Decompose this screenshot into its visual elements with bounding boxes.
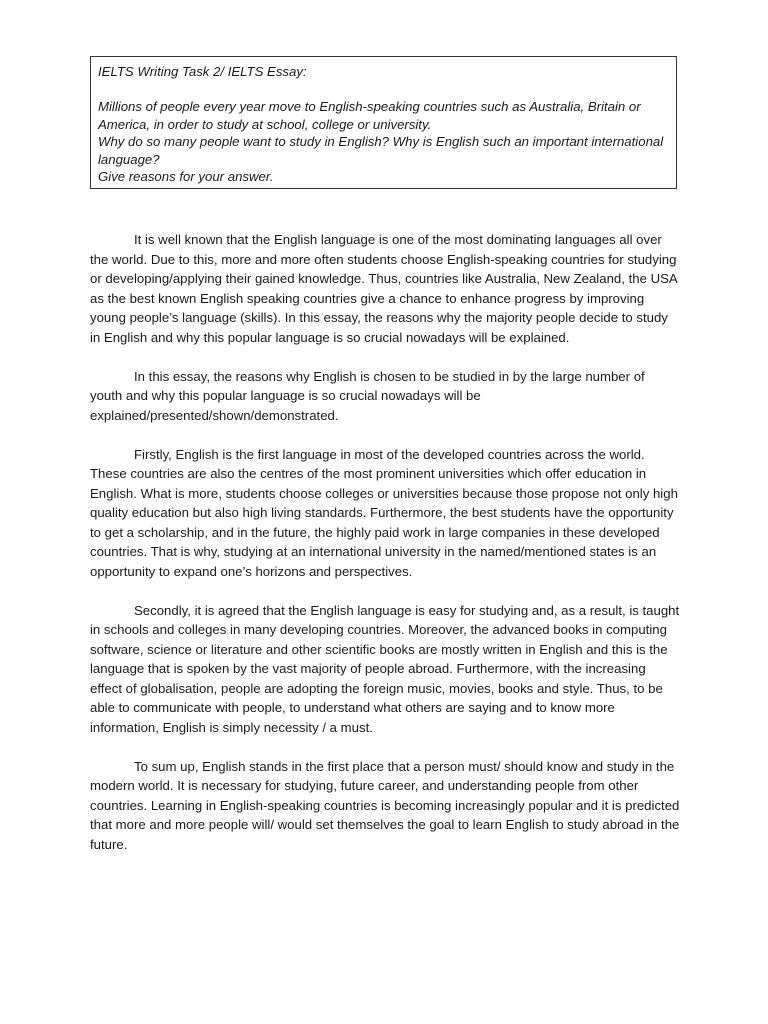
task-prompt-line: Give reasons for your answer. [98,169,274,184]
task-prompt-line: Millions of people every year move to English-speaking countries such as Australia, Britain or America, in order to study at school, college or university. [98,99,641,132]
essay-paragraph-introduction: It is well known that the English language is one of the most dominating languages all over the world. Due to this, more and more often students choose English-speaking countries for studying or developing/applying their gained knowledge. Thus, countries like Australia, New Zealand, the USA as the best known English speaking countries give a chance to enhance progress by improving young people’s language (skills). In this essay, the reasons why the majority people decide to study in English and why this popular language is so crucial nowadays will be explained. [90,232,677,345]
essay-paragraph-thesis: In this essay, the reasons why English is chosen to be studied in by the large number of youth and why this popular language is so crucial nowadays will be explained/presented/shown/demonstrated. [90,368,645,423]
task-heading: IELTS Writing Task 2/ IELTS Essay: [98,64,307,79]
essay-paragraph-conclusion: To sum up, English stands in the first place that a person must/ should know and study in the modern world. It is necessary for studying, future career, and understanding people from other countries. Learning in English-speaking countries is becoming increasingly popular and it is predicted that more and more people will/ would set themselves the goal to learn English to study abroad in the future. [90,758,680,852]
task-prompt-box [90,56,677,189]
essay-paragraph-first-reason: Firstly, English is the first language in most of the developed countries across the world. These countries are also the centres of the most prominent universities which offer education in English. What is more, students choose colleges or universities because those propose not only high quality education but also high living standards. Furthermore, the best students have the opportunity to get a scholarship, and in the future, the highly paid work in large companies in these developed countries. That is why, studying at an international university in the named/mentioned states is an opportunity to expand one’s horizons and perspectives. [90,446,678,579]
essay-body [90,230,680,874]
task-prompt-line: Why do so many people want to study in English? Why is English such an important international language? [98,134,664,167]
essay-paragraph-second-reason: Secondly, it is agreed that the English language is easy for studying and, as a result, is taught in schools and colleges in many developing countries. Moreover, the advanced books in computing software, science or literature and other scientific books are mostly written in English and this is the language that is spoken by the vast majority of people abroad. Furthermore, with the increasing effect of globalisation, people are adopting the foreign music, movies, books and style. Thus, to be able to communicate with people, to understand what others are saying and to know more information, English is simply necessity / a must. [90,602,680,735]
